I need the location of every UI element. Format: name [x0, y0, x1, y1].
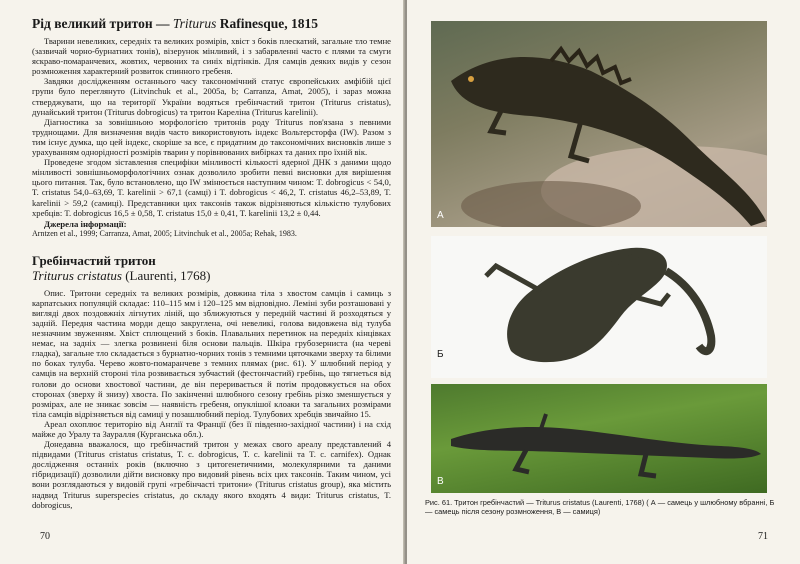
newt-illustration-b [431, 236, 767, 378]
paragraph: Завдяки дослідженням останнього часу таксономічний статус європейських амфібій цієї групи було переглянуто (Litvinchuk et al., 2005а, b; Carranza, Amat, 2005), і зараз можна стверджувати, що на території України водяться гребінчастий тритон (Triturus cristatus), дунайський тритон (Triturus dobrogicus) та тритон Кареліна (Triturus karelinii). [32, 76, 391, 117]
species-author: (Laurenti, 1768) [121, 267, 211, 283]
genus-title-author: Rafinesque, 1815 [216, 16, 319, 31]
paragraph: Донедавна вважалося, що гребінчастий тритон у межах свого ареалу представлений 4 підвидами (Triturus cristatus cristatus, T. c. dobrogicus, T. c. karelinii та T. c. carnifex). Однак дослідження останніх років (включно з цитогенетичними, молекулярними та даними гібридизації) дозволили дійти висновку про видовий рівень всіх цих таксонів. Таким чином, усі вони розглядаються у видовій групі «гребінчасті тритони» (Triturus cristatus group), яка містить надвид Triturus superspecies cristatus, до складу якого входять 4 види: Triturus cristatus, T. dobrogicus, [32, 439, 391, 510]
genus-title-latin: Triturus [172, 16, 217, 31]
photo-label-c: В [437, 476, 444, 487]
right-page [407, 0, 800, 564]
newt-illustration-c [431, 384, 767, 493]
genus-title-text: Рід великий тритон — [32, 16, 173, 31]
genus-title [32, 16, 391, 32]
photo-label-a: А [437, 210, 444, 221]
page-number-left: 70 [40, 531, 50, 542]
species-title: Гребінчастий тритон [32, 252, 156, 268]
sources-heading: Джерела інформації: [44, 218, 127, 229]
paragraph: Тварини невеликих, середніх та великих розмірів, хвіст з боків плескатий, загальне тло темне (зазвичай чорно-бурнатних тонів), візерунок мінливий, і з забарвленні часто є плями та смуги яскраво-помаранчевих, жовтих, червоних та синіх відтінків. Для самців деяких видів у сезон розмноження характерний розвиток спинного гребеня. [32, 36, 391, 77]
photo-female [431, 384, 767, 493]
sources-list: Arntzen et al., 1999; Carranza, Amat, 2005; Litvinchuk et al., 2005а; Rehak, 1983. [32, 228, 297, 238]
photo-label-b: Б [437, 349, 444, 360]
figure-caption: Рис. 61. Тритон гребінчастий — Triturus cristatus (Laurenti, 1768) ( А — самець у шлюбному вбранні, Б — самець після сезону розмноження, В — самиця) [425, 498, 775, 516]
species-latin-title [32, 268, 391, 283]
photo-male-post-breeding [431, 236, 767, 378]
photo-male-breeding [431, 21, 767, 227]
paragraph: Проведене згодом зіставлення специфіки мінливості кількості ядерної ДНК з даними щодо мінливості зовнішньоморфологічних ознак дозволило зробити певні висновки для вирішення цього питання. Так, було встановлено, що IW змінюється наступним чином: T. dobrogicus < 54,0, T. cristatus 54,0–63,69, T. karelinii > 67,1 (самці) і T. dobrogicus < 46,2, T. cristatus 46,2–53,89, T. karelinii > 59,2 (самиці). Представники цих таксонів також відрізняються кількістю тулубових хребців: T. dobrogicus 16,5 ± 0,58, T. cristatus 15,0 ± 0,41, T. karelinii 13,2 ± 0,44. [32, 157, 391, 218]
page-number-right: 71 [758, 531, 768, 542]
species-latin-name: Triturus cristatus [32, 267, 122, 283]
newt-illustration-a [431, 21, 767, 227]
paragraph: Опис. Тритони середніх та великих розмірів, довжина тіла з хвостом самців і самиць з карпатських популяцій складає: 110–115 мм і 120–125 мм відповідно. Леміні зуби розташовані у вигляді двох поздовжніх лігнутих ліній, що зближуються у передній частині й розходяться у задній. Передня частина морди дещо закруглена, очі невеликі, голова видовжена від тулуба незначним звуженням. Хвіст сплющений з боків. Плавальних перетинок на передніх кінцівках немає, на задніх — злегка розвинені біля основи пальців. Шкіра грубозерниста (на череві гладка), загальне тло складається з бурнатно-чорних тонів з темними цяточками зверху та білими по боках тулуба. Черево жовто-помаранчеве з темних плямах (рис. 61). У шлюбний період у самців на верхній стороні тіла розвивається зубчастий (фестончастий) гребінь, що тягнеться від голови до основи хвостової частини, де він переривається й потім продовжується на обох сторонах (зверху й знизу) хвоста. По закінченні шлюбного сезону гребінь різко зменшується у розмірах, але не зникає зовсім — наявність гребеня, опуклішої клоаки та загальних розмірами тіла самців відрізняється від самиці у позашлюбний період. Тулубових хребців звичайно 15. [32, 287, 391, 419]
paragraph: Ареал охоплює територію від Англії та Франції (без її південно-західної частини) і на схід майже до Уралу та Зауралля (Курганська обл.). [32, 418, 391, 439]
paragraph: Діагностика за зовнішньою морфологією тритонів роду Triturus пов'язана з певними труднощами. Для визначення видів часто використовують індекс Вольтерсторфа (IW). Разом з тим існує думка, що цей індекс, скоріше за все, є придатним до таксономічних висновків лише з урахуванням однорідності розмірів тварин у порівнюваних вибірках та даних про їхній вік. [32, 116, 391, 158]
